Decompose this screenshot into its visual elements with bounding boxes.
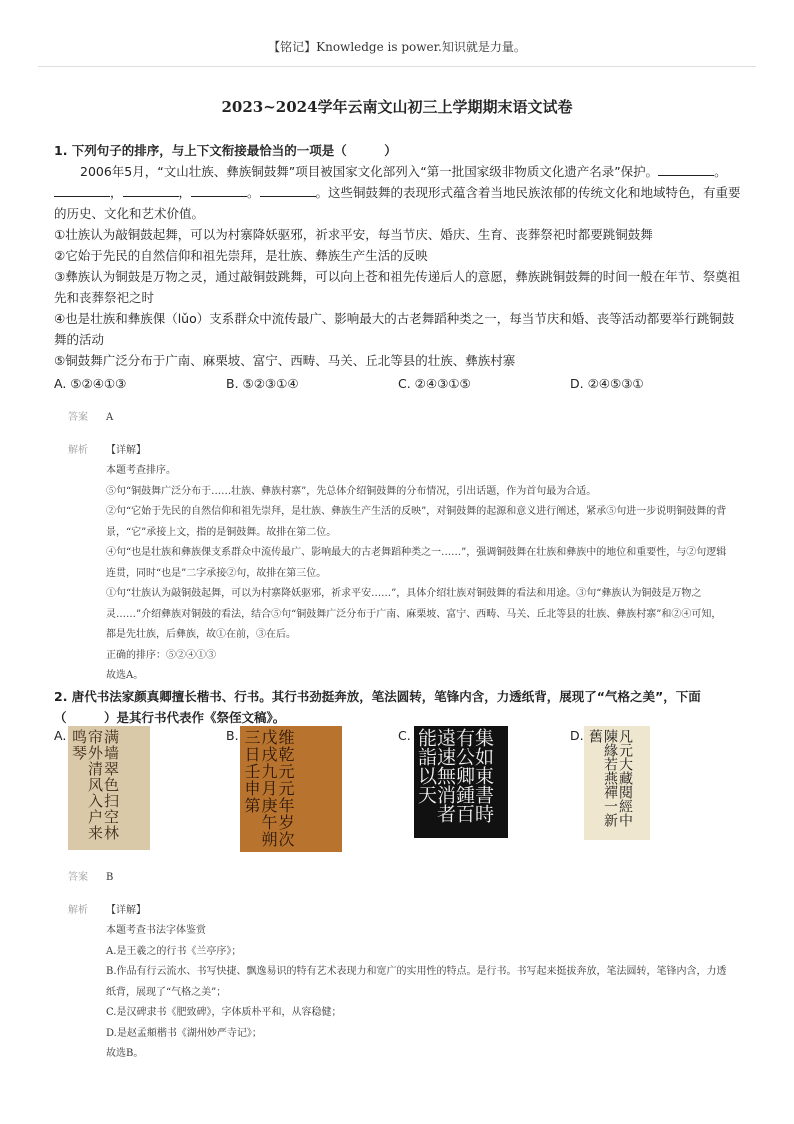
- question-2-stem-cont: （ ）是其行书代表作《祭侄文稿》。: [54, 710, 286, 725]
- analysis-line: ④句“也是壮族和彝族倮支系群众中流传最广、影响最大的古老舞蹈种类之一……”，强调铜鼓舞在壮族和彝族中的地位和重要性，与②句逻辑连贯，同时“也是”二字承接②句，故排在第三位。: [106, 547, 727, 579]
- analysis-line: 故选B。: [106, 1048, 144, 1059]
- sentence-4: ④也是壮族和彝族倮（lǔo）支系群众中流传最广、影响最大的古老舞蹈种类之一，每当节庆和婚、丧等活动都要举行跳铜鼓舞的活动: [54, 311, 735, 347]
- sentence-3: ③彝族认为铜鼓是万物之灵，通过敲铜鼓跳舞，可以向上苍和祖先传递后人的意愿，彝族跳铜鼓舞的时间一般在年节、祭奠祖先和丧葬祭祀之时: [54, 269, 741, 305]
- answer-label: 答案: [68, 872, 88, 883]
- calligraphy-image-a[interactable]: [68, 726, 150, 850]
- question-1-stem: 1. 下列句子的排序，与上下文衔接最恰当的一项是（ ）: [54, 143, 397, 158]
- analysis-line: D.是赵孟頫楷书《湖州妙严寺记》；: [106, 1027, 262, 1039]
- question-2-stem: 2. 唐代书法家颜真卿擅长楷书、行书。其行书劲挺奔放，笔法圆转，笔锋内含，力透纸背，展现了“气格之美”，下面: [54, 689, 701, 704]
- analysis-line: C.是汉碑隶书《肥致碑》，字体质朴平和，从容稳健；: [106, 1007, 342, 1018]
- question-1-answer-block: [68, 408, 728, 687]
- image-option-d-label[interactable]: D.: [570, 728, 584, 743]
- sentence-1: ①壮族认为敲铜鼓起舞，可以为村寨降妖驱邪，祈求平安，每当节庆、婚庆、生育、丧葬祭祀时都要跳铜鼓舞: [54, 227, 653, 242]
- option-d[interactable]: D. ②④⑤③①: [570, 376, 644, 391]
- analysis-line: 本题考查排序。: [106, 465, 176, 476]
- answer-value: A: [106, 412, 114, 423]
- analysis-text: [106, 441, 728, 687]
- image-option-a-label[interactable]: A.: [54, 728, 67, 743]
- analysis-line: ①句“壮族认为敲铜鼓起舞，可以为村寨降妖驱邪，祈求平安……”，具体介绍壮族对铜鼓舞的看法和用途。③句“彝族认为铜鼓是万物之灵……”介绍彝族对铜鼓的看法，结合⑤句“铜鼓舞广泛分布于广南、麻栗坡、富宁、西畴、马关、丘北等县的壮族、彝族村寨”和②④可知，都是先壮族，后彝族，故①在前，③在后。: [106, 588, 722, 640]
- question-2: [54, 686, 744, 728]
- option-c[interactable]: C. ②④③①⑤: [398, 376, 471, 391]
- analysis-line: 故选A。: [106, 670, 144, 681]
- analysis-line: A.是王羲之的行书《兰亭序》；: [106, 945, 242, 957]
- question-2-options: [54, 726, 744, 852]
- question-1-passage: 2006年5月，“文山壮族、彝族铜鼓舞”项目被国家文化部列入“第一批国家级非物质文化遗产名录”保护。 。， ， 。 。这些铜鼓舞的表现形式蕴含着当地民族浓郁的传统文化和地域特色，有重要的历史、文化和艺术价值。: [54, 164, 741, 221]
- page-header: 【铭记】Knowledge is power.知识就是力量。: [268, 40, 526, 54]
- analysis-line: ②句“它始于先民的自然信仰和祖先崇拜，是壮族、彝族生产生活的反映”，对铜鼓舞的起源和意义进行阐述，紧承⑤句进一步说明铜鼓舞的背景，“它”承接上文，指的是铜鼓舞。故排在第二位。: [106, 506, 727, 538]
- analysis-line: 【详解】: [106, 904, 146, 916]
- header-divider: [38, 66, 756, 67]
- image-a-text: 满墙翠色扫空林帘外清风入户来鸣琴: [70, 729, 120, 841]
- calligraphy-image-d[interactable]: [584, 726, 650, 840]
- page-title: 2023~2024学年云南文山初三上学期期末语文试卷: [221, 98, 573, 116]
- analysis-line: 本题考查书法字体鉴赏: [106, 925, 206, 936]
- passage-start: 2006年5月，“文山壮族、彝族铜鼓舞”项目被国家文化部列入“第一批国家级非物质文化遗产名录”保护。: [80, 164, 659, 179]
- analysis-label: 解析: [68, 444, 88, 456]
- sentence-5: ⑤铜鼓舞广泛分布于广南、麻栗坡、富宁、西畴、马关、丘北等县的壮族、彝族村寨: [54, 353, 516, 368]
- analysis-line: ⑤句“铜鼓舞广泛分布于……壮族、彝族村寨”，先总体介绍铜鼓舞的分布情况，引出话题，作为首句最为合适。: [106, 485, 597, 497]
- blank-2[interactable]: [54, 184, 110, 197]
- image-option-b-label[interactable]: B.: [226, 728, 239, 743]
- question-2-answer-block: [68, 868, 728, 1065]
- image-b-text: 维乾元元年岁次戊戌九月庚午朔三日壬申第: [242, 729, 295, 848]
- answer-label: 答案: [68, 412, 88, 423]
- question-1-options: [54, 373, 744, 394]
- image-c-text: 集如東書時有公卿鍾百遠速無消者能詣以天: [415, 728, 494, 823]
- passage-end: 。这些铜鼓舞的表现形式蕴含着当地民族浓郁的传统文化和地域特色，有重要的历史、文化和艺术价值。: [54, 185, 741, 221]
- analysis-line: B.作品有行云流水、书写快捷、飘逸易识的特有艺术表现力和宽广的实用性的特点。是行书。书写起来挺拔奔放，笔法圆转，笔锋内含，力透纸背，展现了“气格之美”；: [106, 966, 727, 998]
- answer-value: B: [106, 872, 114, 883]
- analysis-label: 解析: [68, 904, 88, 916]
- image-option-c-label[interactable]: C.: [398, 728, 411, 743]
- sentence-2: ②它始于先民的自然信仰和祖先崇拜，是壮族、彝族生产生活的反映: [54, 248, 428, 263]
- option-b[interactable]: B. ⑤②③①④: [226, 376, 299, 391]
- calligraphy-image-b[interactable]: [240, 726, 342, 852]
- blank-5[interactable]: [260, 184, 316, 197]
- analysis-text: [106, 901, 728, 1065]
- calligraphy-image-c[interactable]: [414, 726, 508, 838]
- question-1: [54, 140, 744, 394]
- analysis-line: 正确的排序：⑤②④①③: [106, 649, 216, 661]
- image-d-text: 凡元大藏閱經中陳緣若燕禪一新舊: [587, 729, 633, 827]
- blank-1[interactable]: [658, 163, 714, 176]
- analysis-line: 【详解】: [106, 444, 146, 456]
- blank-4[interactable]: [191, 184, 247, 197]
- option-a[interactable]: A. ⑤②④①③: [54, 376, 127, 391]
- blank-3[interactable]: [123, 184, 179, 197]
